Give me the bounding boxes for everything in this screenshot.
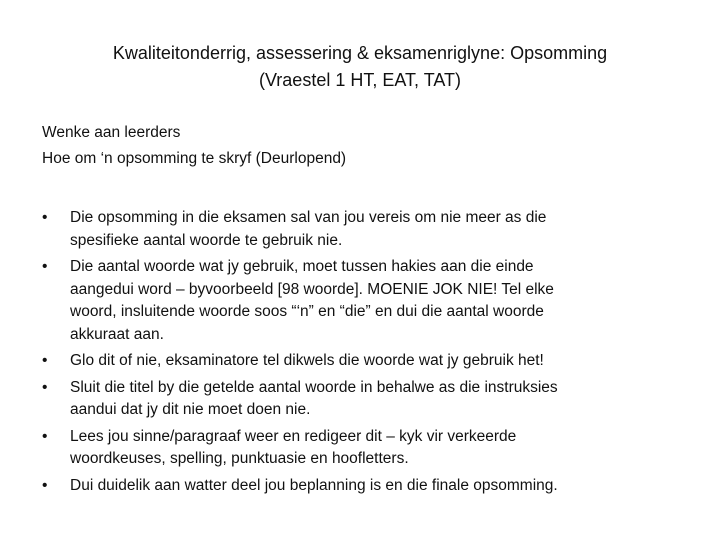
bullet-dot: • <box>42 378 48 396</box>
bullet-text-line: Die opsomming in die eksamen sal van jou vereis om nie meer as die <box>70 209 547 226</box>
bullet-item <box>42 256 682 346</box>
bullet-item <box>42 377 682 422</box>
bullet-text-line: Glo dit of nie, eksaminatore tel dikwels die woorde wat jy gebruik het! <box>70 352 544 369</box>
bullet-text-line: Dui duidelik aan watter deel jou beplanning is en die finale opsomming. <box>70 476 558 494</box>
bullet-item <box>42 426 682 471</box>
title-line-2: (Vraestel 1 HT, EAT, TAT) <box>258 70 462 90</box>
subtitle-line-1: Wenke aan leerders <box>42 124 181 141</box>
subtitle-line-2: Hoe om ‘n opsomming te skryf (Deurlopend) <box>42 150 347 167</box>
bullet-dot: • <box>42 427 48 445</box>
bullet-list <box>42 207 682 501</box>
bullet-text-line: Sluit die titel by die getelde aantal woorde in behalwe as die instruksies <box>70 378 558 396</box>
bullet-dot: • <box>42 476 48 494</box>
bullet-dot: • <box>42 258 48 275</box>
subtitle-block <box>42 120 682 172</box>
bullet-item <box>42 475 682 498</box>
bullet-item <box>42 207 682 252</box>
title-line-1: Kwaliteitonderrig, assessering & eksamenriglyne: Opsomming <box>112 43 608 63</box>
bullet-text-line: aangedui word – byvoorbeeld [98 woorde]. MOENIE JOK NIE! Tel elke <box>70 280 554 298</box>
bullet-text-line: Die aantal woorde wat jy gebruik, moet tussen hakies aan die einde <box>70 258 534 275</box>
slide-title <box>30 40 690 94</box>
bullet-text-line: Lees jou sinne/paragraaf weer en redigeer dit – kyk vir verkeerde <box>70 427 517 445</box>
bullet-text-line: woord, insluitende woorde soos “‘n” en “die” en dui die aantal woorde <box>70 303 544 320</box>
bullet-text-line: aandui dat jy dit nie moet doen nie. <box>70 401 311 418</box>
bullet-text-line: woordkeuses, spelling, punktuasie en hoofletters. <box>70 450 409 467</box>
bullet-item <box>42 350 682 373</box>
bullet-dot: • <box>42 209 48 226</box>
bullet-dot: • <box>42 352 48 369</box>
bullet-text-line: akkuraat aan. <box>70 325 164 343</box>
bullet-text-line: spesifieke aantal woorde te gebruik nie. <box>70 231 343 249</box>
